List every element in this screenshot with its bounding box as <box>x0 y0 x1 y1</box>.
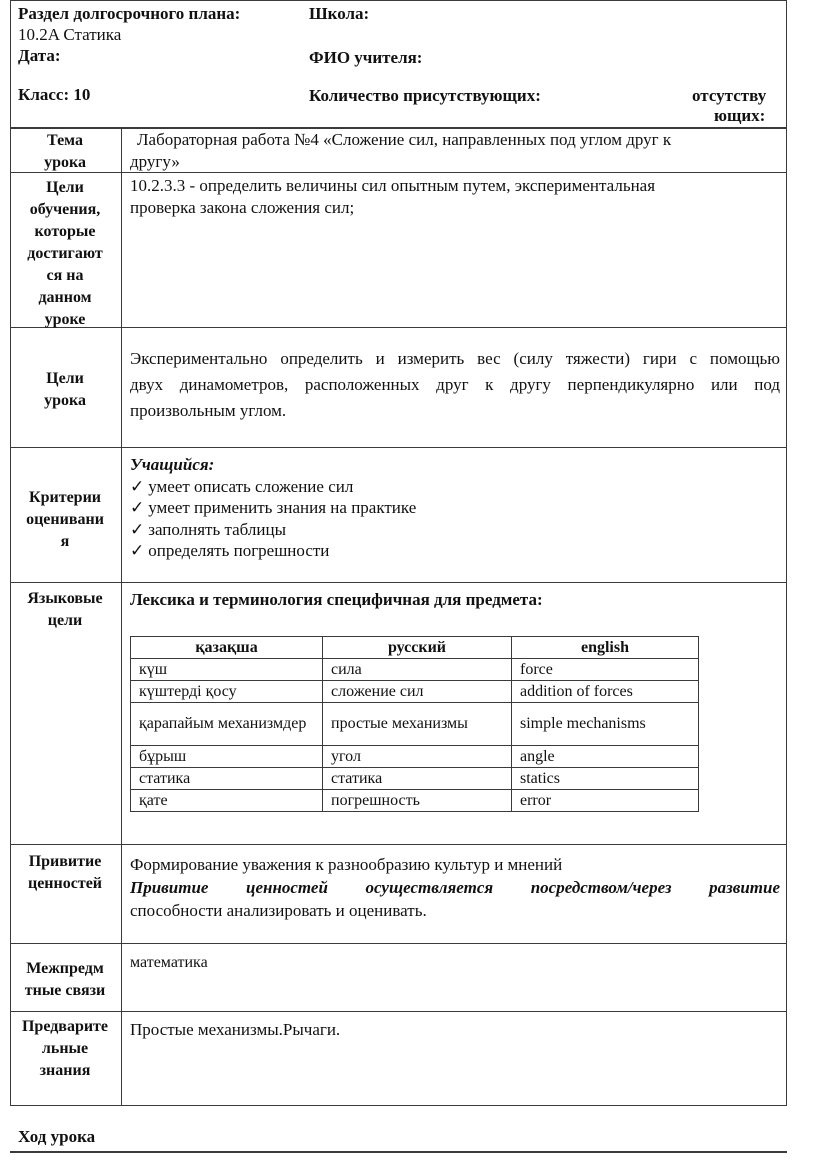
present-label: Количество присутствующих: <box>309 86 541 105</box>
plan-value: 10.2A Статика <box>18 25 122 44</box>
table-row: күш сила force <box>131 659 699 681</box>
checkmark-icon: ✓ <box>130 519 145 539</box>
column-header-russian: русский <box>323 637 512 659</box>
lesson-goals-text: Экспериментально определить и измерить вес (силу тяжести) гири с помощью двух динамометров, расположенных друг к другу перпендикулярно или под произвольным углом. <box>130 349 780 420</box>
lesson-flow-heading: Ход урока <box>18 1127 96 1146</box>
criteria-item: ✓ умеет описать сложение сил <box>130 476 354 496</box>
language-goals-label: Языковые цели <box>27 590 103 629</box>
criteria-text <box>130 454 780 562</box>
learning-goals-label: Цели обучения, которые достигают ся на данном уроке <box>27 179 103 328</box>
learning-goals-text: 10.2.3.3 - определить величины сил опытным путем, экспериментальная проверка закона сложения сил; <box>130 176 656 217</box>
vocabulary-table <box>130 636 699 812</box>
absent-label-line2: ющих: <box>714 106 766 125</box>
criteria-item: ✓ умеет применить знания на практике <box>130 498 417 517</box>
row-divider <box>10 447 787 448</box>
table-row: қате погрешность error <box>131 790 699 812</box>
row-divider <box>10 582 787 583</box>
topic-label: Тема урока <box>44 132 86 171</box>
table-row: бұрыш угол angle <box>131 746 699 768</box>
values-text: Формирование уважения к разнообразию культур и мнений Привитие ценностей осуществляется посредством/через развитие способности анализировать и оценивать. <box>130 855 780 920</box>
school-label: Школа: <box>309 4 370 23</box>
date-label: Дата: <box>18 46 61 65</box>
teacher-label: ФИО учителя: <box>309 48 423 67</box>
prior-knowledge-label: Предварите льные знания <box>21 1018 109 1079</box>
row-divider <box>10 327 787 328</box>
interdisciplinary-label: Межпредм тные связи <box>24 960 106 999</box>
table-row: қарапайым механизмдер простые механизмы simple mechanisms <box>131 703 699 746</box>
row-divider <box>10 1011 787 1012</box>
prior-knowledge-text: Простые механизмы.Рычаги. <box>130 1020 341 1039</box>
class-label: Класс: 10 <box>18 85 91 104</box>
values-label: Привитие ценностей <box>27 853 103 892</box>
footer-divider <box>10 1151 787 1153</box>
checkmark-icon: ✓ <box>130 498 145 517</box>
absent-label-line1: отсутству <box>692 86 767 105</box>
criteria-heading: Учащийся: <box>130 455 215 474</box>
table-row: күштерді қосу сложение сил addition of forces <box>131 681 699 703</box>
table-header-row <box>131 637 699 659</box>
lesson-goals-label: Цели урока <box>44 370 86 409</box>
criteria-item: ✓ заполнять таблицы <box>130 519 287 539</box>
topic-text: Лабораторная работа №4 «Сложение сил, направленных под углом друг к другу» <box>130 130 672 171</box>
checkmark-icon: ✓ <box>130 476 145 496</box>
row-divider <box>10 943 787 944</box>
column-header-english: english <box>512 637 699 659</box>
main-table-frame <box>10 128 787 1106</box>
row-divider <box>10 844 787 845</box>
column-header-kazakh: қазақша <box>131 637 323 659</box>
criteria-item: ✓ определять погрешности <box>130 541 330 560</box>
plan-label: Раздел долгосрочного плана: <box>18 4 241 23</box>
table-row: статика статика statics <box>131 768 699 790</box>
terminology-heading: Лексика и терминология специфичная для предмета: <box>130 590 543 609</box>
checkmark-icon: ✓ <box>130 541 145 560</box>
criteria-label: Критерии оценивани я <box>26 489 104 550</box>
interdisciplinary-text: математика <box>130 954 208 971</box>
